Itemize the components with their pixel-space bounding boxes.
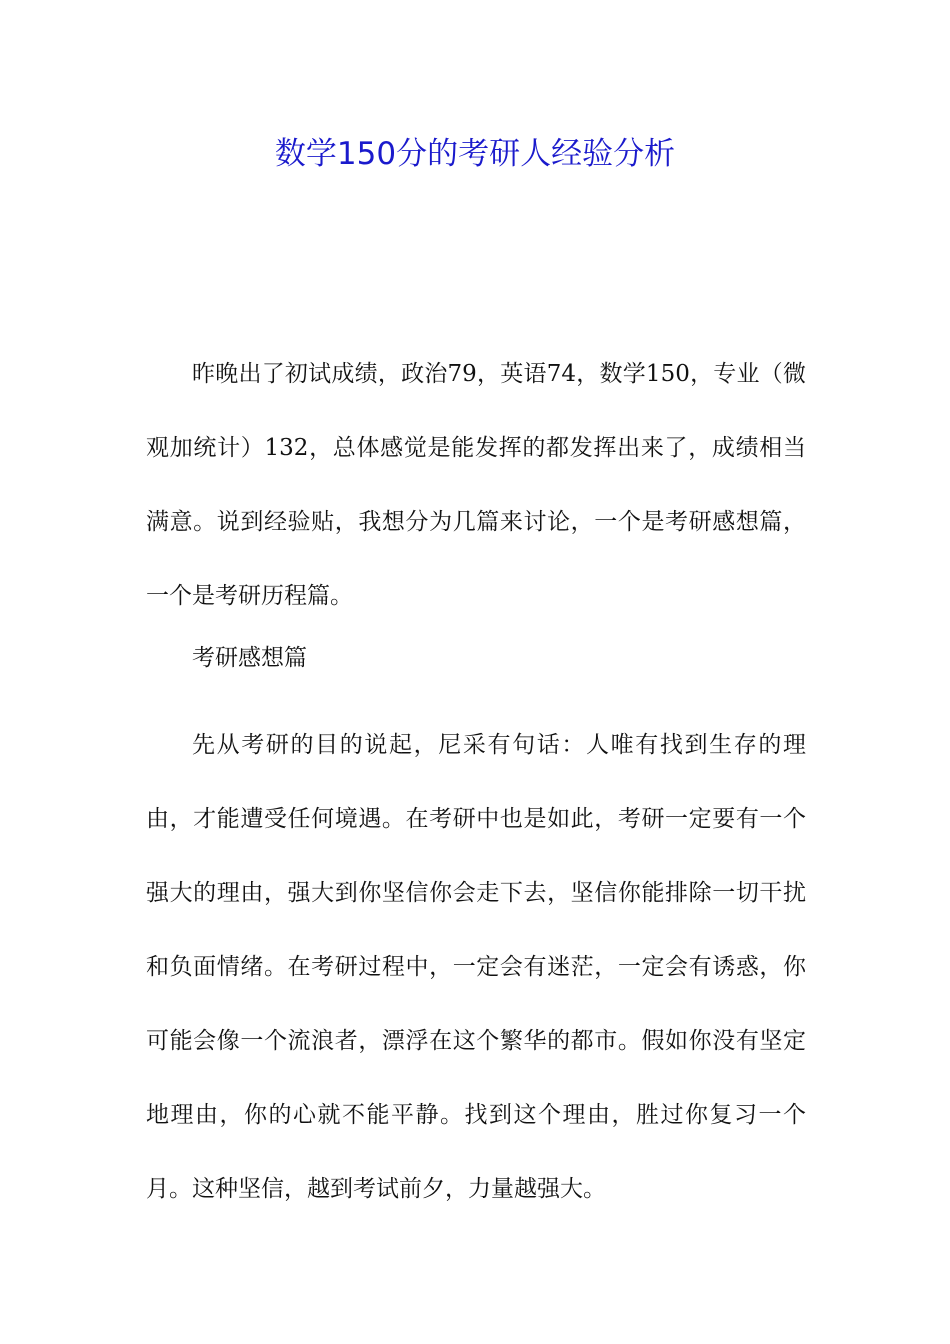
paragraph-body: [146, 708, 806, 1226]
paragraph-text: 先从考研的目的说起，尼采有句话：人唯有找到生存的理由，才能遭受任何境遇。在考研中也是如此，考研一定要有一个强大的理由，强大到你坚信你会走下去，坚信你能排除一切干扰和负面情绪。在考研过程中，一定会有迷茫，一定会有诱惑，你可能会像一个流浪者，漂浮在这个繁华的都市。假如你没有坚定地理由，你的心就不能平静。找到这个理由，胜过你复习一个月。这种坚信，越到考试前夕，力量越强大。: [146, 732, 806, 1202]
section-heading: [146, 634, 806, 682]
page-title: 数学150分的考研人经验分析: [274, 136, 676, 172]
paragraph-text: 昨晚出了初试成绩，政治79，英语74，数学150，专业（微观加统计）132，总体感觉是能发挥的都发挥出来了，成绩相当满意。说到经验贴，我想分为几篇来讨论，一个是考研感想篇，一个是考研历程篇。: [146, 361, 806, 609]
paragraph-intro: [146, 337, 806, 633]
section-heading-text: 考研感想篇: [192, 645, 307, 671]
